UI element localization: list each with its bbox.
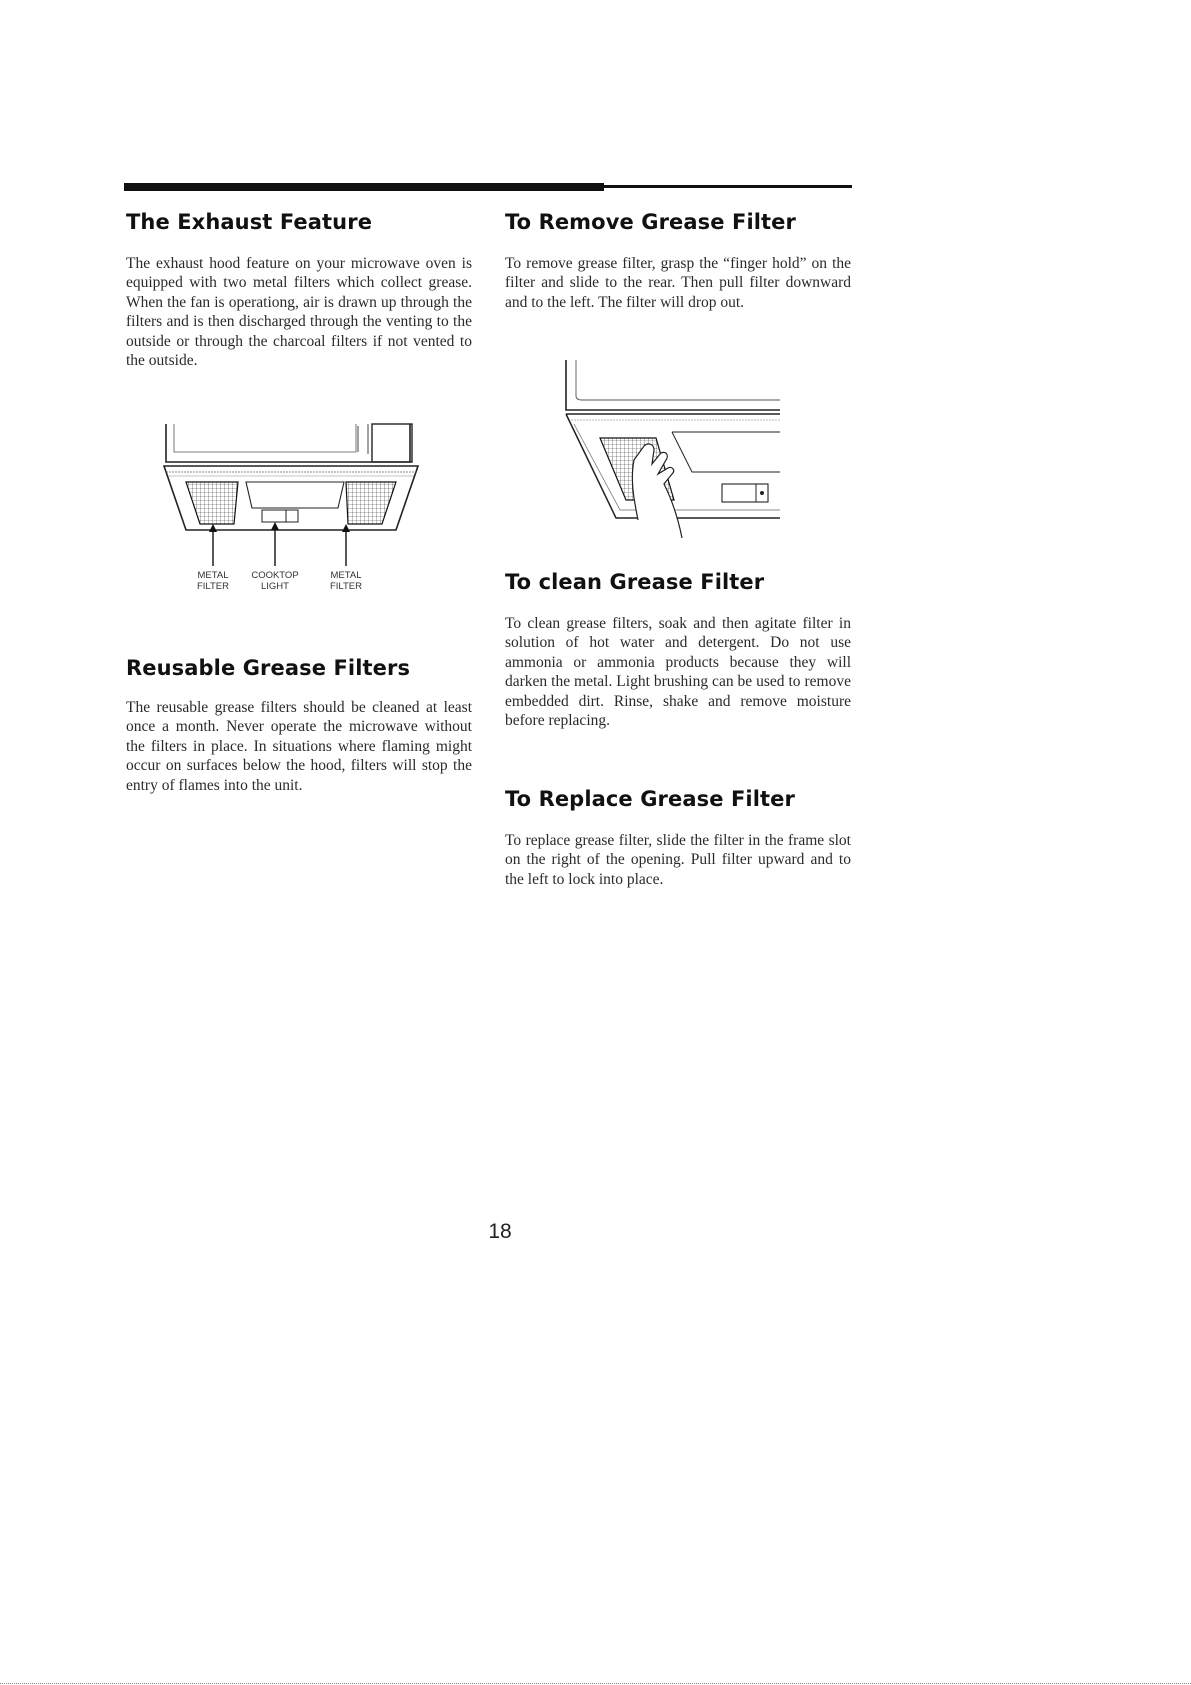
metal-filter-right-label-2: FILTER [329,581,363,592]
remove-body: To remove grease filter, grasp the “finger hold” on the filter and slide to the rear. Then pull filter downward and to the left. The filter will drop out. [505,255,851,311]
cooktop-light-label-2: LIGHT [261,581,289,592]
clean-body: To clean grease filters, soak and then agitate filter in solution of hot water and detergent. Do not use ammonia or ammonia products because they will darken the metal. Light brushing can be used to remove embedded dirt. Rinse, shake and remove moisture before replacing. [505,615,851,730]
footer-dotted-line [0,1683,1191,1684]
metal-filter-left-label-1: METAL [197,570,229,581]
page-number: 18 [488,1220,512,1243]
reusable-body: The reusable grease filters should be cleaned at least once a month. Never operate the microwave without the filters in place. In situations where flaming might occur on surfaces below the hood, filters will stop the entry of flames into the unit. [126,699,472,794]
hood-filters-figure [160,420,440,620]
header-rule-thin [124,185,852,188]
metal-filter-left-label-2: FILTER [196,581,230,592]
clean-heading: To clean Grease Filter [505,570,765,594]
remove-filter-figure [560,360,790,540]
cooktop-light-label-1: COOKTOP [251,570,299,581]
exhaust-body: The exhaust hood feature on your microwave oven is equipped with two metal filters which collect grease. When the fan is operationg, air is drawn up through the filters and is then discharged through the venting to the outside or through the charcoal filters if not vented to the outside. [126,255,472,370]
metal-filter-right-label-1: METAL [330,570,362,581]
remove-heading: To Remove Grease Filter [505,210,796,234]
replace-heading: To Replace Grease Filter [505,787,795,811]
replace-body: To replace grease filter, slide the filter in the frame slot on the right of the opening. Pull filter upward and to the left to lock into place. [505,832,851,888]
exhaust-heading: The Exhaust Feature [126,210,373,234]
reusable-heading: Reusable Grease Filters [126,656,411,680]
